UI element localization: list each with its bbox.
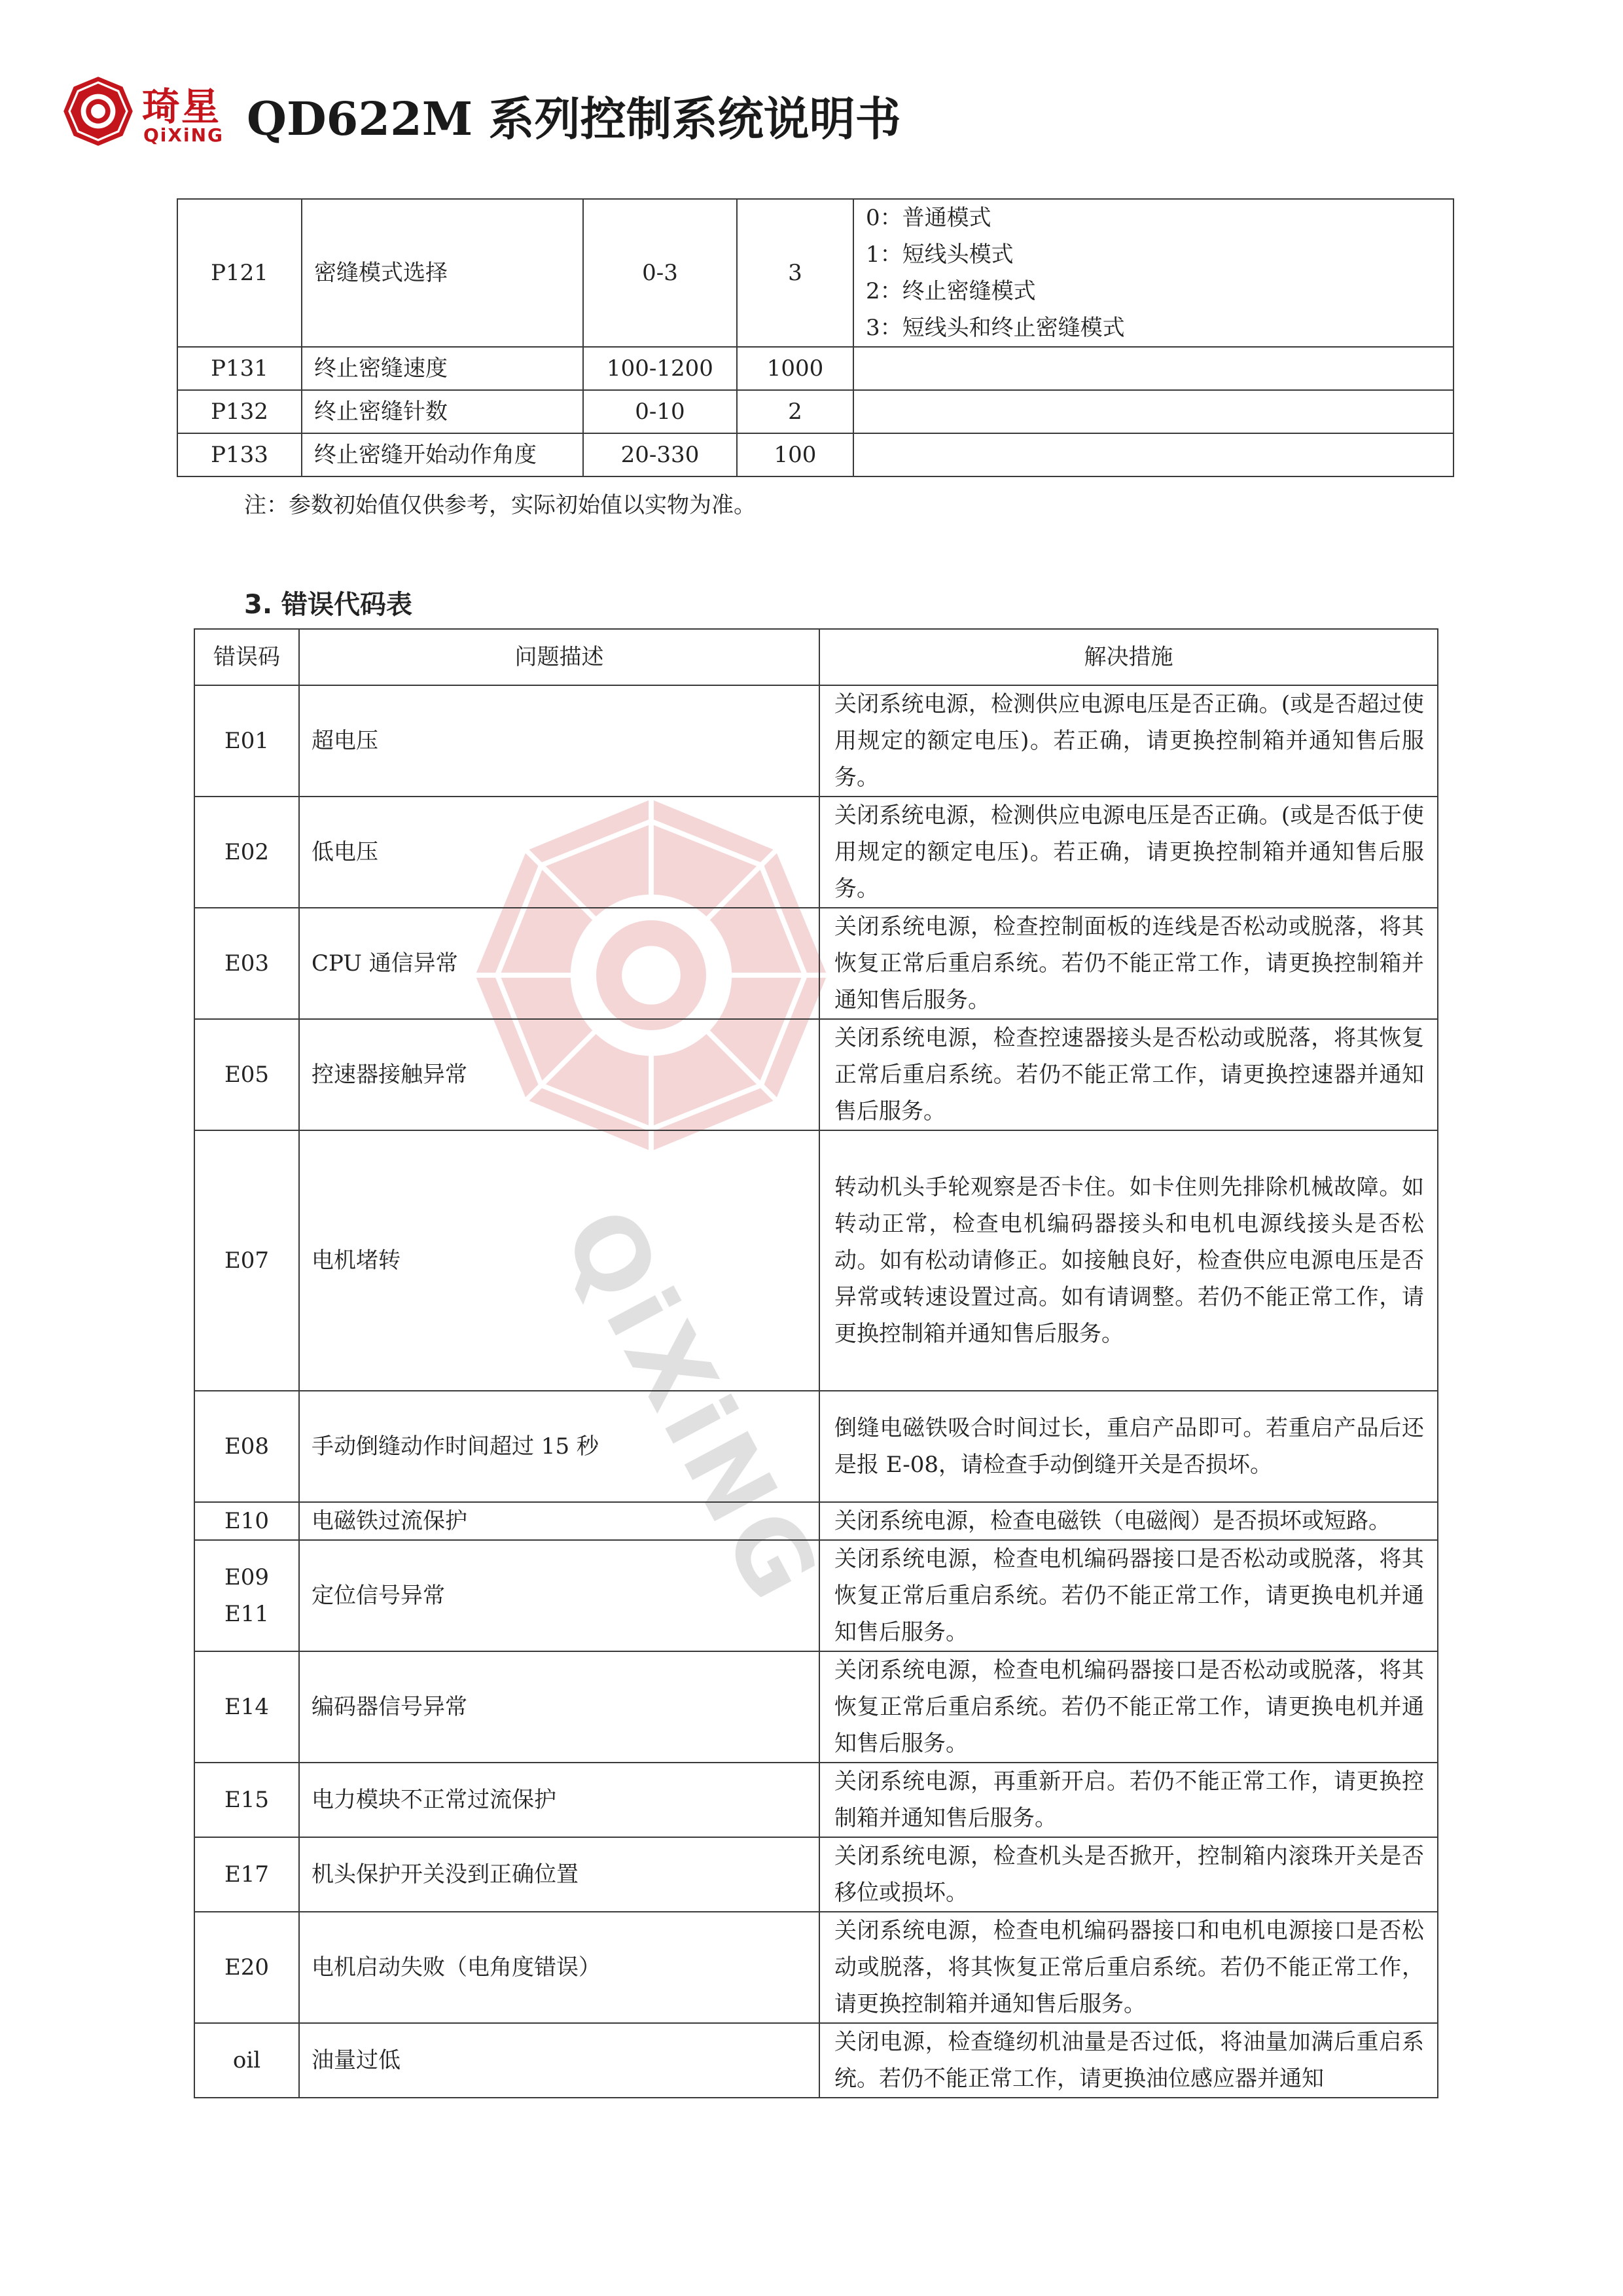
param-code: P121	[177, 199, 302, 347]
table-row	[194, 1502, 1438, 1540]
table-row	[177, 433, 1454, 476]
param-description	[853, 347, 1454, 390]
parameter-table	[177, 198, 1454, 477]
document-title: QD622M 系列控制系统说明书	[247, 92, 901, 146]
param-description	[853, 199, 1454, 347]
error-description: 低电压	[299, 797, 819, 908]
table-row	[194, 1130, 1438, 1391]
param-default: 100	[737, 433, 853, 476]
error-description: 手动倒缝动作时间超过 15 秒	[299, 1391, 819, 1502]
table-row	[177, 199, 1454, 347]
brand-name-en: QiXiNG	[143, 124, 224, 146]
table-row	[194, 797, 1438, 908]
param-code: P131	[177, 347, 302, 390]
param-name: 终止密缝速度	[302, 347, 583, 390]
param-name: 终止密缝开始动作角度	[302, 433, 583, 476]
error-solution: 关闭系统电源，检测供应电源电压是否正确。(或是否超过使用规定的额定电压)。若正确，请更换控制箱并通知售后服务。	[819, 685, 1438, 797]
param-range: 0-10	[583, 390, 737, 433]
table-row	[177, 390, 1454, 433]
param-name: 密缝模式选择	[302, 199, 583, 347]
qixing-logo-icon	[62, 75, 134, 147]
error-solution: 关闭系统电源，检查控速器接头是否松动或脱落，将其恢复正常后重启系统。若仍不能正常工作，请更换控速器并通知售后服务。	[819, 1019, 1438, 1130]
error-description: 机头保护开关没到正确位置	[299, 1837, 819, 1912]
table-row	[194, 2023, 1438, 2098]
param-name: 终止密缝针数	[302, 390, 583, 433]
table-row	[194, 1391, 1438, 1502]
error-code: E14	[194, 1651, 299, 1763]
error-description: 超电压	[299, 685, 819, 797]
error-description: CPU 通信异常	[299, 908, 819, 1019]
error-code-line: E11	[224, 1601, 270, 1627]
table-row	[194, 1763, 1438, 1837]
error-code: E03	[194, 908, 299, 1019]
param-code: P133	[177, 433, 302, 476]
error-code: E08	[194, 1391, 299, 1502]
column-header: 错误码	[194, 629, 299, 685]
error-description: 电磁铁过流保护	[299, 1502, 819, 1540]
section-heading: 3. 错误代码表	[244, 590, 412, 620]
error-solution: 关闭电源，检查缝纫机油量是否过低，将油量加满后重启系统。若仍不能正常工作，请更换油位感应器并通知	[819, 2023, 1438, 2098]
table-row	[177, 347, 1454, 390]
brand-name: 琦星	[142, 84, 221, 129]
table-row	[194, 1912, 1438, 2023]
error-description: 控速器接触异常	[299, 1019, 819, 1130]
error-solution: 关闭系统电源，检查电机编码器接口是否松动或脱落，将其恢复正常后重启系统。若仍不能正常工作，请更换电机并通知售后服务。	[819, 1651, 1438, 1763]
error-description: 定位信号异常	[299, 1540, 819, 1651]
error-description: 电机启动失败（电角度错误）	[299, 1912, 819, 2023]
error-description: 电机堵转	[299, 1130, 819, 1391]
param-range: 100-1200	[583, 347, 737, 390]
param-description	[853, 433, 1454, 476]
error-code: E20	[194, 1912, 299, 2023]
error-solution: 转动机头手轮观察是否卡住。如卡住则先排除机械故障。如转动正常，检查电机编码器接头和电机电源线接头是否松动。如有松动请修正。如接触良好，检查供应电源电压是否异常或转速设置过高。如有请调整。若仍不能正常工作，请更换控制箱并通知售后服务。	[819, 1130, 1438, 1391]
error-solution: 关闭系统电源，再重新开启。若仍不能正常工作，请更换控制箱并通知售后服务。	[819, 1763, 1438, 1837]
error-code: E07	[194, 1130, 299, 1391]
table-row	[194, 685, 1438, 797]
error-solution: 关闭系统电源，检查电机编码器接口是否松动或脱落，将其恢复正常后重启系统。若仍不能正常工作，请更换电机并通知售后服务。	[819, 1540, 1438, 1651]
error-code: E17	[194, 1837, 299, 1912]
error-solution: 关闭系统电源，检查电磁铁（电磁阀）是否损坏或短路。	[819, 1502, 1438, 1540]
error-description: 电力模块不正常过流保护	[299, 1763, 819, 1837]
error-description: 油量过低	[299, 2023, 819, 2098]
error-code: E05	[194, 1019, 299, 1130]
error-code: E02	[194, 797, 299, 908]
error-code-line: E09	[224, 1564, 270, 1590]
error-code: oil	[194, 2023, 299, 2098]
error-solution: 关闭系统电源，检查机头是否掀开，控制箱内滚珠开关是否移位或损坏。	[819, 1837, 1438, 1912]
param-description	[853, 390, 1454, 433]
column-header: 问题描述	[299, 629, 819, 685]
error-code-table	[194, 628, 1438, 2098]
table-row	[194, 1019, 1438, 1130]
error-solution: 关闭系统电源，检查控制面板的连线是否松动或脱落，将其恢复正常后重启系统。若仍不能正常工作，请更换控制箱并通知售后服务。	[819, 908, 1438, 1019]
param-code: P132	[177, 390, 302, 433]
param-default: 3	[737, 199, 853, 347]
watermark-text: QiXiNG	[541, 1191, 843, 1623]
param-option: 3：短线头和终止密缝模式	[866, 315, 1125, 341]
error-code: E10	[194, 1502, 299, 1540]
table-row	[194, 1651, 1438, 1763]
column-header: 解决措施	[819, 629, 1438, 685]
error-code: E15	[194, 1763, 299, 1837]
error-solution: 倒缝电磁铁吸合时间过长，重启产品即可。若重启产品后还是报 E-08，请检查手动倒缝开关是否损坏。	[819, 1391, 1438, 1502]
table-row	[194, 1837, 1438, 1912]
table-note: 注：参数初始值仅供参考，实际初始值以实物为准。	[244, 492, 756, 518]
error-code: E01	[194, 685, 299, 797]
param-range: 0-3	[583, 199, 737, 347]
table-row	[194, 1540, 1438, 1651]
param-range: 20-330	[583, 433, 737, 476]
param-option: 0：普通模式	[866, 205, 991, 231]
error-solution: 关闭系统电源，检查电机编码器接口和电机电源接口是否松动或脱落，将其恢复正常后重启系统。若仍不能正常工作，请更换控制箱并通知售后服务。	[819, 1912, 1438, 2023]
param-default: 1000	[737, 347, 853, 390]
param-option: 2：终止密缝模式	[866, 278, 1036, 304]
param-default: 2	[737, 390, 853, 433]
error-solution: 关闭系统电源，检测供应电源电压是否正确。(或是否低于使用规定的额定电压)。若正确，请更换控制箱并通知售后服务。	[819, 797, 1438, 908]
table-header-row	[194, 629, 1438, 685]
error-description: 编码器信号异常	[299, 1651, 819, 1763]
table-row	[194, 908, 1438, 1019]
error-code	[194, 1540, 299, 1651]
param-option: 1：短线头模式	[866, 242, 1014, 268]
